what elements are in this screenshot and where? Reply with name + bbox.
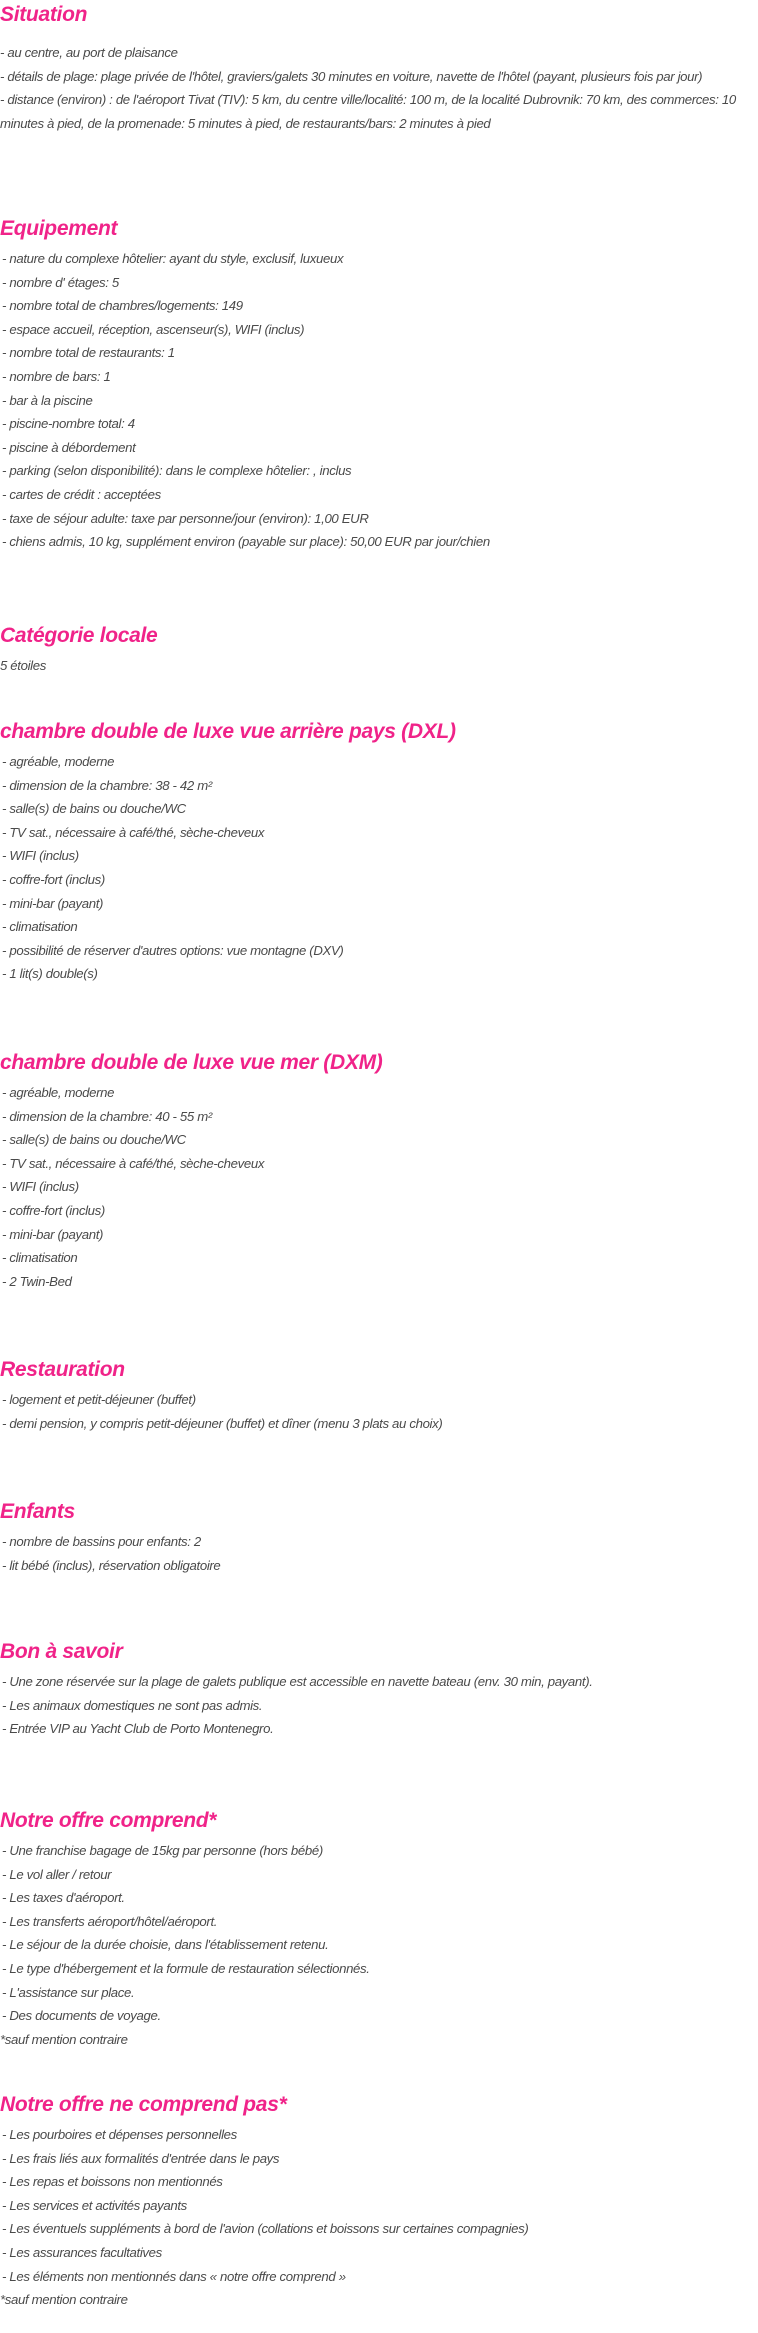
section-categorie-locale bbox=[0, 622, 758, 678]
list-item: - au centre, au port de plaisance bbox=[0, 45, 178, 60]
list-item: - salle(s) de bains ou douche/WC bbox=[2, 801, 186, 817]
list-item: - dimension de la chambre: 38 - 42 m² bbox=[2, 777, 212, 793]
list-item: - nombre de bassins pour enfants: 2 bbox=[2, 1534, 201, 1549]
list-item: - distance (environ) : de l'aéroport Tivat (TIV): 5 km, du centre ville/localité: 100 m, de la localité Dubrovnik: 70 km, des commerces: 10 minutes à pied, de la promenade: 5 minutes à pied, de restaurants/bars: 2 minutes à pied bbox=[0, 92, 736, 131]
list-item: - nombre de bars: 1 bbox=[2, 368, 111, 384]
section-title: Notre offre ne comprend pas* bbox=[0, 2093, 287, 2116]
section-restauration bbox=[0, 1356, 758, 1435]
list-item: - Les transferts aéroport/hôtel/aéroport. bbox=[2, 1913, 218, 1929]
offre-ne-comprend-pas-list bbox=[0, 2123, 758, 2288]
chambre-dxm-list bbox=[0, 1081, 758, 1293]
list-item: - cartes de crédit : acceptées bbox=[2, 486, 161, 502]
list-item: - 1 lit(s) double(s) bbox=[2, 966, 98, 982]
section-title: Equipement bbox=[0, 217, 118, 240]
equipement-list bbox=[0, 247, 758, 554]
list-item: - Les services et activités payants bbox=[2, 2197, 187, 2213]
list-item: - L'assistance sur place. bbox=[2, 1984, 135, 2000]
list-item: - TV sat., nécessaire à café/thé, sèche-cheveux bbox=[2, 1155, 265, 1171]
list-item: - Le séjour de la durée choisie, dans l'établissement retenu. bbox=[2, 1937, 329, 1953]
list-item: - Entrée VIP au Yacht Club de Porto Montenegro. bbox=[2, 1721, 274, 1737]
list-item: - mini-bar (payant) bbox=[2, 895, 104, 911]
list-item: - agréable, moderne bbox=[2, 754, 115, 769]
list-item: - dimension de la chambre: 40 - 55 m² bbox=[2, 1108, 212, 1124]
section-title: Notre offre comprend* bbox=[0, 1809, 217, 1832]
list-item: - nombre total de chambres/logements: 149 bbox=[2, 298, 243, 314]
enfants-list bbox=[0, 1530, 758, 1577]
situation-list bbox=[0, 41, 758, 135]
list-item: - Les animaux domestiques ne sont pas admis. bbox=[2, 1697, 263, 1713]
list-item: - nombre d' étages: 5 bbox=[2, 274, 119, 290]
list-item: - Le type d'hébergement et la formule de restauration sélectionnés. bbox=[2, 1960, 370, 1976]
section-title: Catégorie locale bbox=[0, 624, 158, 647]
list-item: - piscine à débordement bbox=[2, 439, 136, 455]
section-bon-a-savoir bbox=[0, 1638, 758, 1741]
list-item: - Une zone réservée sur la plage de galets publique est accessible en navette bateau (env. 30 min, payant). bbox=[2, 1674, 593, 1689]
list-item: - espace accueil, réception, ascenseur(s), WIFI (inclus) bbox=[2, 321, 305, 337]
section-title: chambre double de luxe vue arrière pays (DXL) bbox=[0, 720, 456, 743]
offre-comprend-list bbox=[0, 1839, 758, 2028]
list-item: - nature du complexe hôtelier: ayant du style, exclusif, luxueux bbox=[2, 251, 344, 266]
list-item: - Les éléments non mentionnés dans « notre offre comprend » bbox=[2, 2268, 346, 2284]
list-item: - Les repas et boissons non mentionnés bbox=[2, 2174, 223, 2190]
list-item: - Des documents de voyage. bbox=[2, 2008, 161, 2024]
list-item: - Les pourboires et dépenses personnelles bbox=[2, 2127, 237, 2142]
list-item: - lit bébé (inclus), réservation obligatoire bbox=[2, 1557, 221, 1573]
section-title: Enfants bbox=[0, 1500, 75, 1523]
bon-a-savoir-list bbox=[0, 1670, 758, 1741]
list-item: - agréable, moderne bbox=[2, 1085, 115, 1100]
list-item: - Les taxes d'aéroport. bbox=[2, 1890, 125, 1906]
list-item: - nombre total de restaurants: 1 bbox=[2, 345, 175, 361]
list-item: - coffre-fort (inclus) bbox=[2, 871, 105, 887]
list-item: - Le vol aller / retour bbox=[2, 1866, 112, 1882]
list-item: - coffre-fort (inclus) bbox=[2, 1202, 105, 1218]
section-chambre-dxl bbox=[0, 718, 758, 986]
chambre-dxl-list bbox=[0, 750, 758, 986]
section-offre-comprend bbox=[0, 1807, 758, 2051]
list-item: - détails de plage: plage privée de l'hôtel, graviers/galets 30 minutes en voiture, navette de l'hôtel (payant, plusieurs fois par jour) bbox=[0, 68, 703, 84]
list-item: - salle(s) de bains ou douche/WC bbox=[2, 1132, 186, 1148]
list-item: - mini-bar (payant) bbox=[2, 1226, 104, 1242]
list-item: - Les assurances facultatives bbox=[2, 2244, 162, 2260]
list-item: - 2 Twin-Bed bbox=[2, 1273, 72, 1289]
section-title: Situation bbox=[0, 3, 88, 26]
section-title: chambre double de luxe vue mer (DXM) bbox=[0, 1051, 383, 1074]
list-item: - WIFI (inclus) bbox=[2, 848, 79, 864]
list-item: - Une franchise bagage de 15kg par personne (hors bébé) bbox=[2, 1843, 323, 1858]
section-enfants bbox=[0, 1498, 758, 1577]
list-item: - climatisation bbox=[2, 919, 78, 935]
list-item: - demi pension, y compris petit-déjeuner (buffet) et dîner (menu 3 plats au choix) bbox=[2, 1415, 443, 1431]
list-item: - climatisation bbox=[2, 1250, 78, 1266]
list-item: - parking (selon disponibilité): dans le complexe hôtelier: , inclus bbox=[2, 463, 352, 479]
section-chambre-dxm bbox=[0, 1049, 758, 1293]
list-item: - possibilité de réserver d'autres options: vue montagne (DXV) bbox=[2, 942, 344, 958]
list-item: - piscine-nombre total: 4 bbox=[2, 416, 135, 432]
section-title: Restauration bbox=[0, 1358, 125, 1381]
list-item: - WIFI (inclus) bbox=[2, 1179, 79, 1195]
list-item: - Les frais liés aux formalités d'entrée dans le pays bbox=[2, 2150, 280, 2166]
section-title: Bon à savoir bbox=[0, 1640, 123, 1663]
footnote: *sauf mention contraire bbox=[0, 2031, 128, 2047]
list-item: - logement et petit-déjeuner (buffet) bbox=[2, 1392, 196, 1407]
category-value: 5 étoiles bbox=[0, 658, 46, 673]
section-situation bbox=[0, 1, 758, 135]
list-item: - chiens admis, 10 kg, supplément environ (payable sur place): 50,00 EUR par jour/chien bbox=[2, 534, 490, 550]
footnote: *sauf mention contraire bbox=[0, 2292, 128, 2308]
restauration-list bbox=[0, 1388, 758, 1435]
list-item: - TV sat., nécessaire à café/thé, sèche-cheveux bbox=[2, 824, 265, 840]
list-item: - Les éventuels suppléments à bord de l'avion (collations et boissons sur certaines compagnies) bbox=[2, 2221, 529, 2237]
list-item: - taxe de séjour adulte: taxe par personne/jour (environ): 1,00 EUR bbox=[2, 510, 369, 526]
section-offre-ne-comprend-pas bbox=[0, 2091, 758, 2312]
list-item: - bar à la piscine bbox=[2, 392, 93, 408]
section-equipement bbox=[0, 215, 758, 554]
